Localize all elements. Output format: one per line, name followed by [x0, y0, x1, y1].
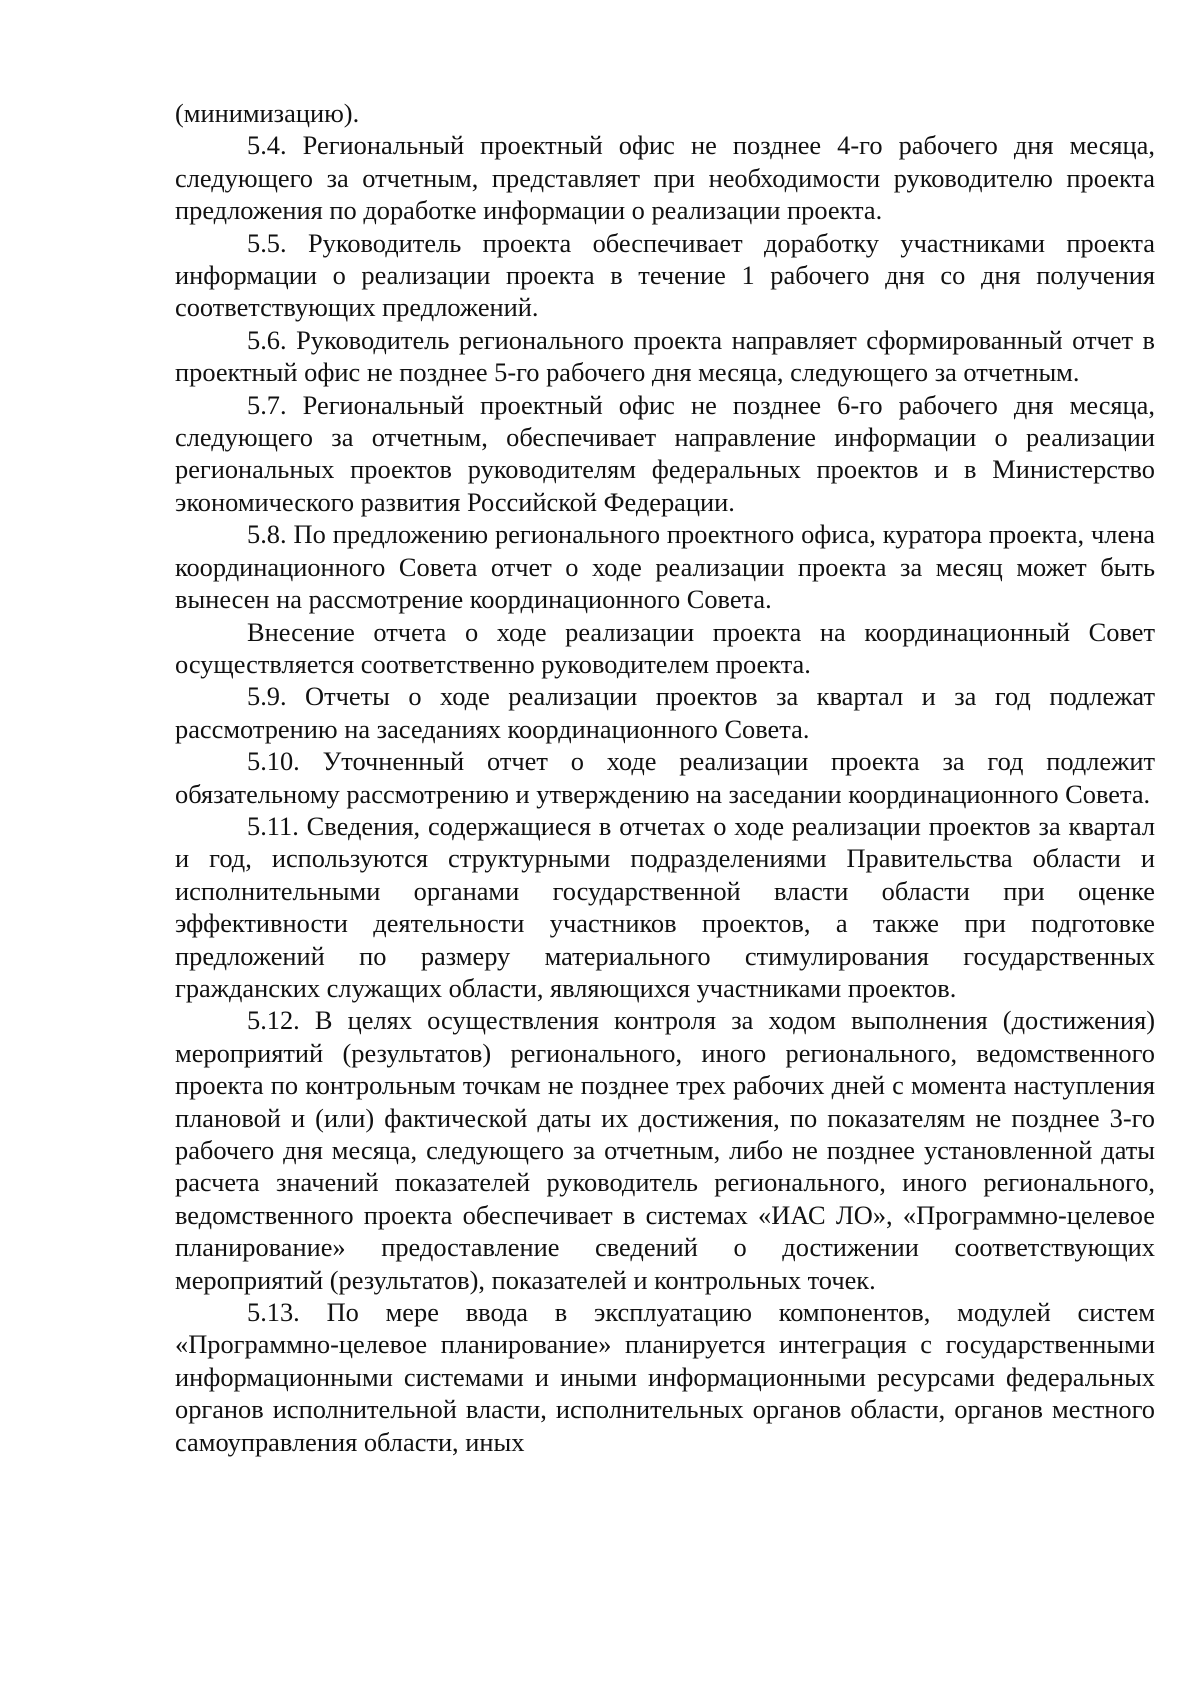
- paragraph-5-5: 5.5. Руководитель проекта обеспечивает доработку участниками проекта информации о реализации проекта в течение 1 рабочего дня со дня получения соответствующих предложений.: [175, 227, 1155, 323]
- paragraph-5-12: 5.12. В целях осуществления контроля за ходом выполнения (достижения) мероприятий (результатов) регионального, иного регионального, ведомственного проекта по контрольным точкам не позднее трех рабочих дней с момента наступления плановой и (или) фактической даты их достижения, по показателям не позднее 3-го рабочего дня месяца, следующего за отчетным, либо не позднее установленной даты расчета значений показателей руководитель регионального, иного регионального, ведомственного проекта обеспечивает в системах «ИАС ЛО», «Программно-целевое планирование» предоставление сведений о достижении соответствующих мероприятий (результатов), показателей и контрольных точек.: [175, 1005, 1155, 1295]
- paragraph-5-13: 5.13. По мере ввода в эксплуатацию компонентов, модулей систем «Программно-целевое планирование» планируется интеграция с государственными информационными системами и иными информационными ресурсами федеральных органов исполнительной власти, исполнительных органов области, органов местного самоуправления области, иных: [175, 1297, 1155, 1457]
- paragraph-5-9: 5.9. Отчеты о ходе реализации проектов за квартал и за год подлежат рассмотрению на заседаниях координационного Совета.: [175, 681, 1155, 744]
- paragraph-5-8: 5.8. По предложению регионального проектного офиса, куратора проекта, члена координационного Совета отчет о ходе реализации проекта за месяц может быть вынесен на рассмотрение координационного Совета.: [175, 519, 1155, 615]
- paragraph-5-7: 5.7. Региональный проектный офис не позднее 6-го рабочего дня месяца, следующего за отчетным, обеспечивает направление информации о реализации региональных проектов руководителям федеральных проектов и в Министерство экономического развития Российской Федерации.: [175, 389, 1155, 517]
- paragraph-5-11: 5.11. Сведения, содержащиеся в отчетах о ходе реализации проектов за квартал и год, используются структурными подразделениями Правительства области и исполнительными органами государственной власти области при оценке эффективности деятельности участников проектов, а также при подготовке предложений по размеру материального стимулирования государственных гражданских служащих области, являющихся участниками проектов.: [175, 810, 1155, 1003]
- document-text-body: [175, 97, 1155, 1458]
- paragraph-5-4: 5.4. Региональный проектный офис не позднее 4-го рабочего дня месяца, следующего за отчетным, представляет при необходимости руководителю проекта предложения по доработке информации о реализации проекта.: [175, 130, 1155, 226]
- paragraph-5-8-addendum: Внесение отчета о ходе реализации проекта на координационный Совет осуществляется соответственно руководителем проекта.: [175, 616, 1155, 679]
- paragraph-5-10: 5.10. Уточненный отчет о ходе реализации проекта за год подлежит обязательному рассмотрению и утверждению на заседании координационного Совета.: [175, 746, 1155, 809]
- paragraph-continuation: (минимизацию).: [175, 98, 360, 128]
- paragraph-5-6: 5.6. Руководитель регионального проекта направляет сформированный отчет в проектный офис не позднее 5-го рабочего дня месяца, следующего за отчетным.: [175, 324, 1155, 388]
